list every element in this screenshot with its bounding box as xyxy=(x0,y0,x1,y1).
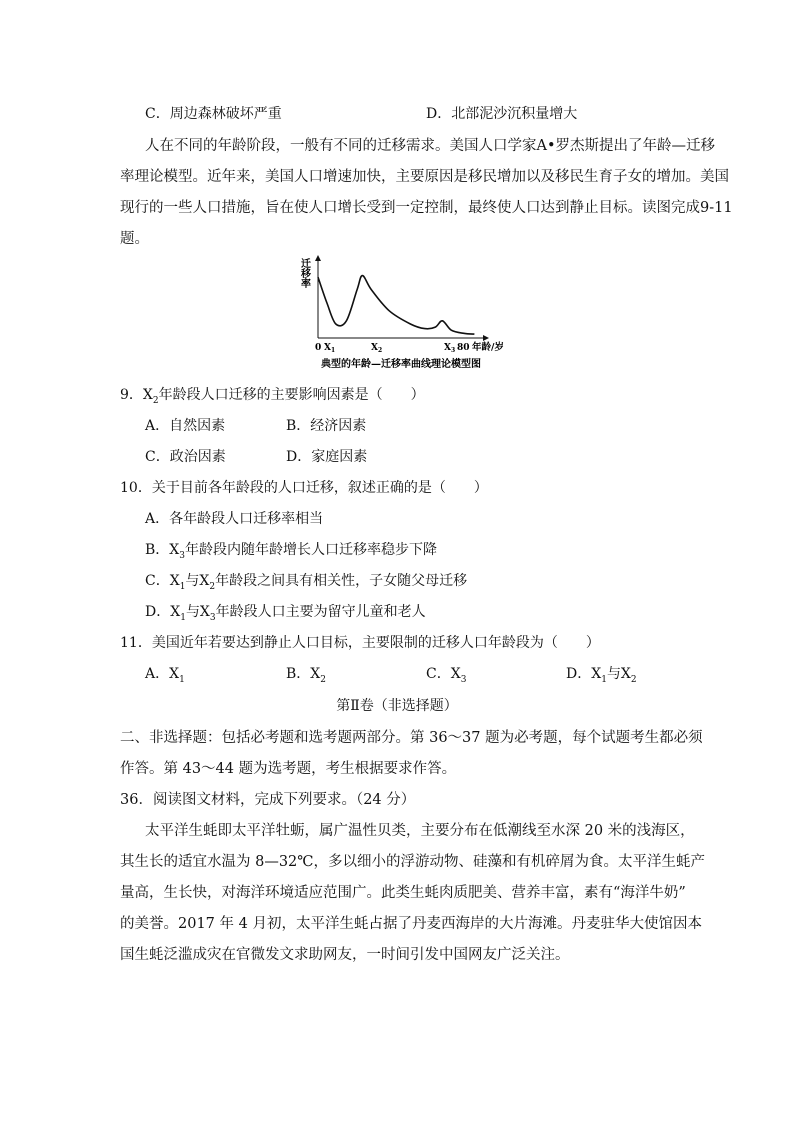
section-2-title: 第Ⅱ卷（非选择题） xyxy=(336,698,458,714)
q36-stem: 36．阅读图文材料，完成下列要求。（24 分） xyxy=(120,792,416,808)
intro-line-4: 题。 xyxy=(120,231,149,247)
chart-title: 典型的年龄—迁移率曲线理论模型图 xyxy=(321,359,481,370)
q11-option-b: B．$X_2$ xyxy=(286,666,326,685)
q9-stem: 9．$X_2$年龄段人口迁移的主要影响因素是（ ） xyxy=(120,387,425,406)
q36-line-4: 的美誉。2017 年 4 月初，太平洋生蚝占据了丹麦西海岸的大片海滩。丹麦驻华大使馆因本 xyxy=(120,916,702,932)
q10-option-d: D．$X_1$与$X_3$年龄段人口主要为留守儿童和老人 xyxy=(145,604,426,623)
section-2-line-2: 作答。第 43～44 题为选考题，考生根据要求作答。 xyxy=(120,761,457,777)
intro-line-1: 人在不同的年龄阶段，一般有不同的迁移需求。美国人口学家A•罗杰斯提出了年龄—迁移 xyxy=(145,138,716,154)
option-c-prev: C．周边森林破坏严重 xyxy=(145,106,282,122)
migration-rate-curve xyxy=(318,276,474,335)
q10-stem: 10．关于目前各年龄段的人口迁移，叙述正确的是（ ） xyxy=(120,480,488,496)
x-tick-80: 80 xyxy=(457,343,470,353)
x-tick-0: 0 xyxy=(315,343,322,353)
q36-line-3: 量高，生长快，对海洋环境适应范围广。此类生蚝肉质肥美、营养丰富，素有“海洋牛奶” xyxy=(120,885,686,901)
intro-line-2: 率理论模型。近年来，美国人口增速加快，主要原因是移民增加以及移民生育子女的增加。美国 xyxy=(120,169,729,185)
q36-line-1: 太平洋生蚝即太平洋牡蛎，属广温性贝类，主要分布在低潮线至水深 20 米的浅海区， xyxy=(145,823,695,839)
q9-option-c: C．政治因素 xyxy=(145,449,226,465)
x-tick-x1: $X_1$ xyxy=(324,343,336,354)
q9-option-d: D．家庭因素 xyxy=(286,449,368,465)
x-tick-x2: $X_2$ xyxy=(371,343,383,354)
q11-stem: 11．美国近年若要达到静止人口目标，主要限制的迁移人口年龄段为（ ） xyxy=(120,635,600,651)
q9-option-b: B．经济因素 xyxy=(286,418,367,434)
section-2-line-1: 二、非选择题：包括必考题和选考题两部分。第 36～37 题为必考题，每个试题考生都必须 xyxy=(120,730,703,746)
q11-option-d: D．$X_1$与$X_2$ xyxy=(566,666,637,685)
option-d-prev: D．北部泥沙沉积量增大 xyxy=(426,106,578,122)
x-tick-x3: $X_3$ xyxy=(444,343,456,354)
q36-line-2: 其生长的适宜水温为 8—32℃，多以细小的浮游动物、硅藻和有机碎屑为食。太平洋生蚝产 xyxy=(120,854,706,870)
q10-option-b: B．$X_3$年龄段内随年龄增长人口迁移率稳步下降 xyxy=(145,542,437,561)
q9-option-a: A．自然因素 xyxy=(145,418,226,434)
q11-option-c: C．$X_3$ xyxy=(426,666,467,685)
q11-option-a: A．$X_1$ xyxy=(145,666,185,685)
x-axis-label: 年龄/岁 xyxy=(472,342,504,353)
q10-option-c: C．$X_1$与$X_2$年龄段之间具有相关性，子女随父母迁移 xyxy=(145,573,468,592)
q10-option-a: A．各年龄段人口迁移率相当 xyxy=(145,511,324,527)
y-axis-label: 迁移率 xyxy=(298,258,310,288)
age-migration-chart xyxy=(296,250,506,378)
intro-line-3: 现行的一些人口措施，旨在使人口增长受到一定控制，最终使人口达到静止目标。读图完成9-11 xyxy=(120,200,733,216)
q36-line-5: 国生蚝泛滥成灾在官微发文求助网友，一时间引发中国网友广泛关注。 xyxy=(120,947,570,963)
